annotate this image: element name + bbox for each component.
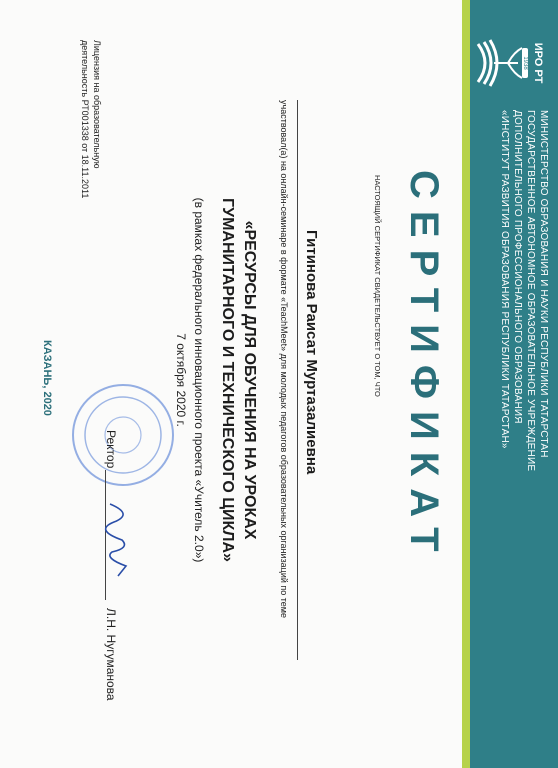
- org-line: МИНИСТЕРСТВО ОБРАЗОВАНИЯ И НАУКИ РЕСПУБЛИКИ ТАТАРСТАН: [538, 110, 549, 458]
- topic-line-2: ГУМАНИТАРНОГО И ТЕХНИЧЕСКОГО ЦИКЛА»: [219, 198, 236, 562]
- organization-header: [498, 110, 550, 570]
- institute-logo: [476, 30, 548, 96]
- event-date: 7 октября 2020 г.: [174, 333, 188, 427]
- participation-text: участвовал(а) на онлайн-семинаре в формате «TeachMeet» для молодых педагогов образовательных организаций по теме: [279, 100, 289, 618]
- project-text: (в рамках федерального инновационного проекта «Учитель 2.0»): [192, 197, 206, 563]
- attest-text: НАСТОЯЩИЙ СЕРТИФИКАТ СВИДЕТЕЛЬСТВУЕТ О ТОМ, ЧТО: [373, 175, 382, 397]
- rector-label: Ректор: [104, 430, 118, 469]
- topic-line-1: «РЕСУРСЫ ДЛЯ ОБУЧЕНИЯ НА УРОКАХ: [241, 220, 258, 540]
- official-stamp-icon: [68, 380, 178, 490]
- license-line: Лицензия на образовательную: [92, 40, 102, 169]
- license-line: деятельность РТ001338 от 18.11.2011: [80, 40, 90, 199]
- certificate-title: СЕРТИФИКАТ: [402, 170, 446, 564]
- logo-text: ИРО РТ: [532, 42, 544, 84]
- handwritten-signature-icon: [100, 500, 140, 580]
- book-emblem-icon: [476, 30, 548, 96]
- header-band: [470, 0, 558, 768]
- rector-name: Л.Н. Нугуманова: [104, 608, 118, 701]
- org-line: «ИНСТИТУТ РАЗВИТИЯ ОБРАЗОВАНИЯ РЕСПУБЛИКИ ТАТАРСТАН»: [499, 110, 510, 449]
- accent-stripe: [462, 0, 470, 768]
- org-line: ДОПОЛНИТЕЛЬНОГО ПРОФЕССИОНАЛЬНОГО ОБРАЗОВАНИЯ: [512, 110, 523, 424]
- city-year: КАЗАНЬ, 2020: [41, 340, 53, 416]
- recipient-name: Гитинова Раисат Муртазалиевна: [303, 230, 320, 475]
- org-line: ГОСУДАРСТВЕННОЕ АВТОНОМНОЕ ОБРАЗОВАТЕЛЬНОЕ УЧРЕЖДЕНИЕ: [525, 110, 536, 472]
- license-info: [79, 40, 103, 300]
- logo-year: 1938: [522, 48, 528, 78]
